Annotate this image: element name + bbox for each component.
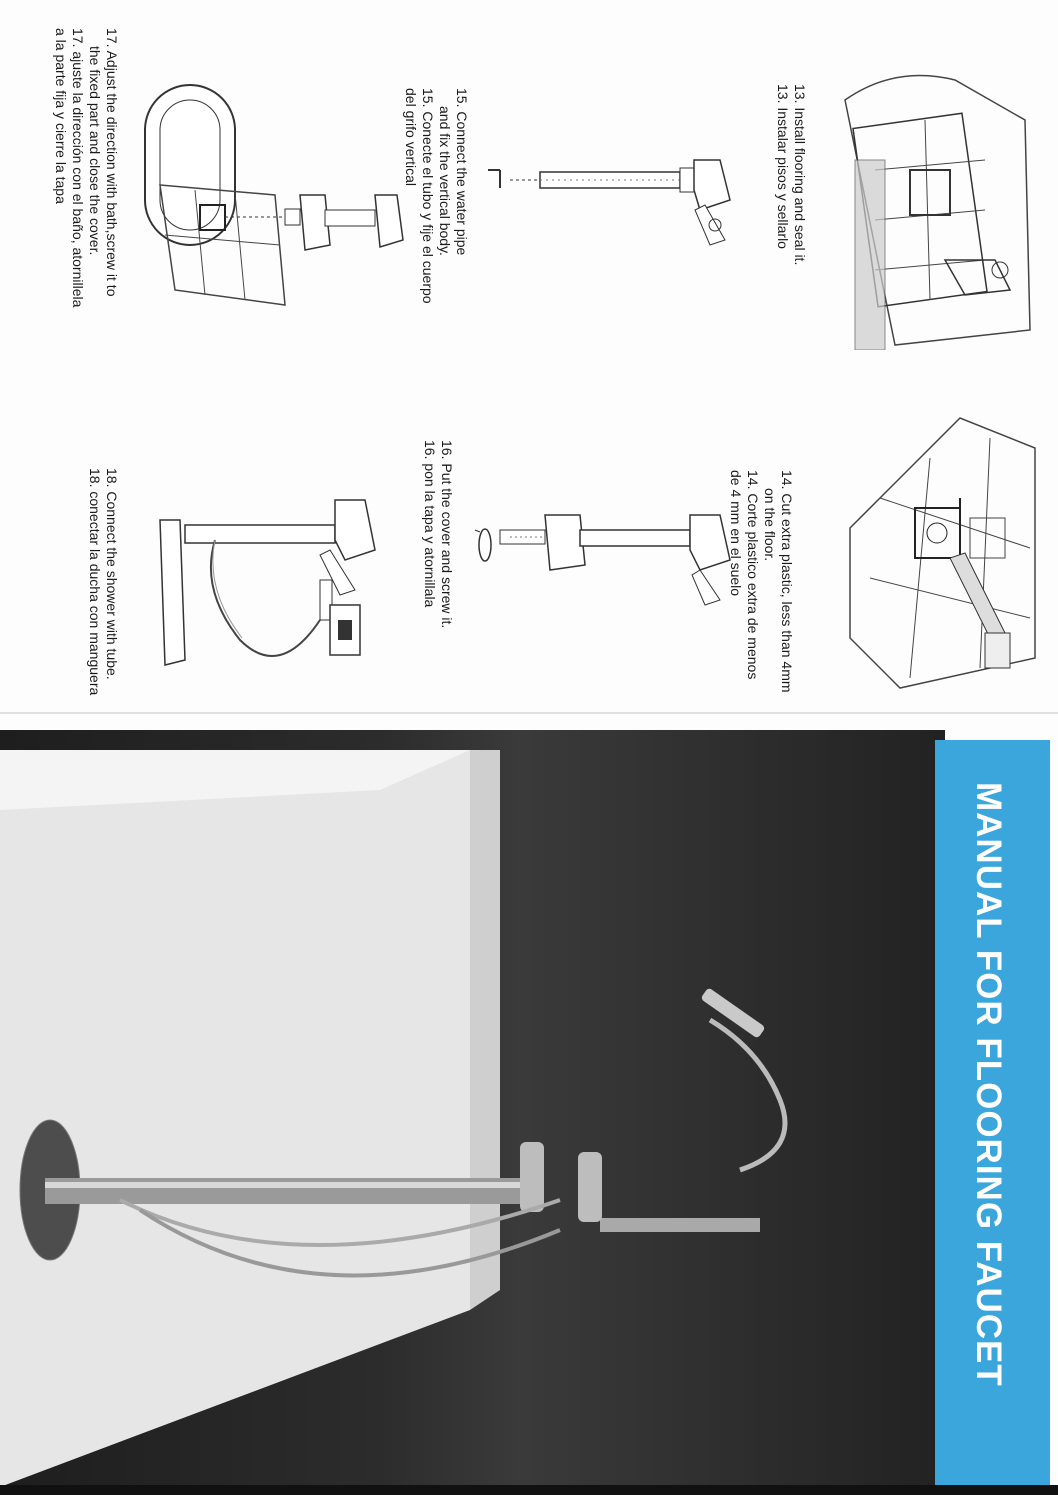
step17-en-line2: the fixed part and close the cover. <box>87 46 103 256</box>
step18-text <box>86 468 120 695</box>
step15-es-line1: 15. Conecte el tubo y fije el cuerpo <box>420 88 436 304</box>
step18-en: 18. Connect the shower with tube. <box>104 468 120 680</box>
step18-illustration <box>140 480 400 680</box>
step13-en: 13. Install flooring and seal it. <box>792 84 808 266</box>
step15-text <box>402 88 470 304</box>
step16-text <box>421 440 455 628</box>
scan-edge <box>0 1485 1058 1495</box>
step14-es-line1: 14. Corte plastico extra de menos <box>745 470 761 680</box>
step15-en-line2: and fix the vertical body. <box>437 106 453 256</box>
step15-illustration <box>480 150 740 270</box>
step14-illustration <box>840 408 1040 693</box>
step14-en-line1: 14. Cut extra plastic, less than 4mm <box>779 470 795 693</box>
step17-en-line1: 17. Adjust the direction with bath,screw it to <box>104 28 120 297</box>
step15-es-line2: del grifo vertical <box>403 88 419 187</box>
step17-illustration <box>135 75 405 315</box>
step17-es-line2: a la parte fija y cierre la tapa <box>53 28 69 204</box>
step15-en-line1: 15. Connect the water pipe <box>454 88 470 256</box>
manual-title: MANUAL FOR FLOORING FAUCET <box>969 782 1008 1387</box>
step17-es-line1: 17. ajuste la dirección con el baño, atornillela <box>70 28 86 308</box>
product-photo <box>0 730 945 1487</box>
fold-line <box>0 712 1058 714</box>
step13-es: 13. Instalar pisos y sellarlo <box>775 84 791 249</box>
step13-illustration <box>835 60 1035 350</box>
step14-es-line2: de 4 mm en el suelo <box>728 470 744 597</box>
step13-text <box>774 84 808 265</box>
step18-es: 18. conectar la ducha con manguera <box>87 468 103 696</box>
step16-en: 16. Put the cover and screw it. <box>439 440 455 629</box>
step14-en-line2: on the floor. <box>762 488 778 562</box>
step16-illustration <box>470 490 740 620</box>
step16-es: 16. pon la tapa y atornillala <box>422 440 438 608</box>
step17-text <box>52 28 120 307</box>
